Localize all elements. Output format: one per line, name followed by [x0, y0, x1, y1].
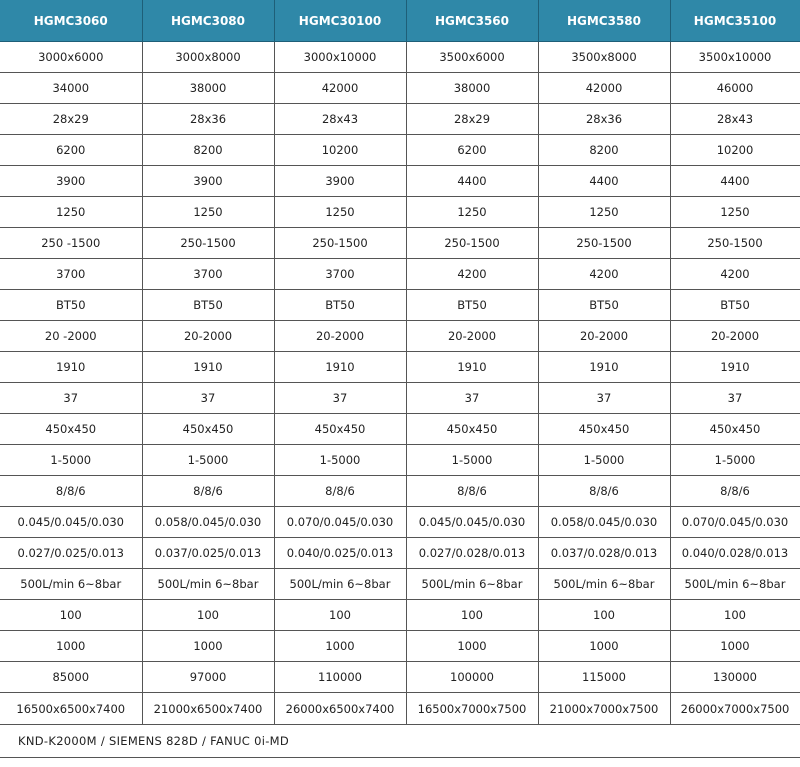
table-cell: 37	[538, 383, 670, 414]
table-cell: 1-5000	[142, 445, 274, 476]
table-cell: 0.058/0.045/0.030	[142, 507, 274, 538]
table-cell: BT50	[274, 290, 406, 321]
table-row	[0, 631, 800, 662]
table-cell: 38000	[142, 73, 274, 104]
table-cell: 42000	[274, 73, 406, 104]
table-cell: 1250	[274, 197, 406, 228]
table-cell: BT50	[670, 290, 800, 321]
table-cell: 500L/min 6~8bar	[0, 569, 142, 600]
table-row	[0, 352, 800, 383]
table-row	[0, 383, 800, 414]
table-cell: 37	[406, 383, 538, 414]
table-cell: 20-2000	[142, 321, 274, 352]
table-cell: 26000x6500x7400	[274, 693, 406, 725]
table-cell: 3500x8000	[538, 42, 670, 73]
table-row	[0, 259, 800, 290]
table-row	[0, 321, 800, 352]
table-cell: 6200	[406, 135, 538, 166]
table-row	[0, 42, 800, 73]
table-cell: 4400	[406, 166, 538, 197]
table-cell: 450x450	[538, 414, 670, 445]
table-cell: 1910	[0, 352, 142, 383]
table-cell: 500L/min 6~8bar	[274, 569, 406, 600]
spec-table-header	[0, 0, 800, 42]
table-row	[0, 569, 800, 600]
table-cell: 0.040/0.025/0.013	[274, 538, 406, 569]
table-cell: 450x450	[406, 414, 538, 445]
table-cell: 21000x6500x7400	[142, 693, 274, 725]
table-cell: 250-1500	[538, 228, 670, 259]
controller-options: KND-K2000M / SIEMENS 828D / FANUC 0i-MD	[0, 725, 800, 758]
table-cell: 8/8/6	[406, 476, 538, 507]
table-cell: 100	[274, 600, 406, 631]
table-row	[0, 538, 800, 569]
header-model: HGMC3560	[406, 0, 538, 42]
table-cell: 250-1500	[274, 228, 406, 259]
table-cell: 1250	[142, 197, 274, 228]
table-row	[0, 414, 800, 445]
table-cell: 250-1500	[670, 228, 800, 259]
table-cell: 16500x7000x7500	[406, 693, 538, 725]
table-row	[0, 166, 800, 197]
table-cell: 21000x7000x7500	[538, 693, 670, 725]
table-cell: 97000	[142, 662, 274, 693]
table-cell: 37	[142, 383, 274, 414]
table-cell: 500L/min 6~8bar	[406, 569, 538, 600]
table-cell: 8200	[142, 135, 274, 166]
table-cell: 1910	[538, 352, 670, 383]
table-cell: 28x36	[142, 104, 274, 135]
table-cell: 250-1500	[142, 228, 274, 259]
table-cell: 8/8/6	[538, 476, 670, 507]
table-cell: 0.027/0.028/0.013	[406, 538, 538, 569]
table-cell: 1910	[142, 352, 274, 383]
table-row	[0, 662, 800, 693]
table-cell: 3000x10000	[274, 42, 406, 73]
table-cell: 1000	[142, 631, 274, 662]
table-cell: 450x450	[274, 414, 406, 445]
header-model: HGMC35100	[670, 0, 800, 42]
table-cell: BT50	[538, 290, 670, 321]
table-cell: 20-2000	[670, 321, 800, 352]
table-cell: 20 -2000	[0, 321, 142, 352]
table-cell: 3700	[274, 259, 406, 290]
table-cell: 1250	[406, 197, 538, 228]
table-cell: 0.045/0.045/0.030	[406, 507, 538, 538]
table-cell: 250-1500	[406, 228, 538, 259]
table-cell: 3700	[0, 259, 142, 290]
table-row	[0, 693, 800, 725]
table-row	[0, 197, 800, 228]
table-cell: 1-5000	[274, 445, 406, 476]
table-cell: 3900	[142, 166, 274, 197]
table-cell: 110000	[274, 662, 406, 693]
table-cell: 1250	[670, 197, 800, 228]
table-cell: 1000	[538, 631, 670, 662]
table-cell: 20-2000	[406, 321, 538, 352]
table-cell: 0.040/0.028/0.013	[670, 538, 800, 569]
table-cell: 6200	[0, 135, 142, 166]
table-cell: 100000	[406, 662, 538, 693]
table-cell: 4200	[670, 259, 800, 290]
table-cell: 85000	[0, 662, 142, 693]
table-cell: 4200	[406, 259, 538, 290]
table-cell: 8/8/6	[142, 476, 274, 507]
header-model: HGMC30100	[274, 0, 406, 42]
table-row	[0, 507, 800, 538]
spec-table-body	[0, 42, 800, 725]
table-cell: 1000	[670, 631, 800, 662]
header-model: HGMC3580	[538, 0, 670, 42]
table-cell: 0.070/0.045/0.030	[670, 507, 800, 538]
table-cell: 28x36	[538, 104, 670, 135]
table-cell: 1910	[670, 352, 800, 383]
table-cell: 100	[538, 600, 670, 631]
table-cell: 8200	[538, 135, 670, 166]
table-cell: 250 -1500	[0, 228, 142, 259]
table-row	[0, 135, 800, 166]
table-cell: 450x450	[670, 414, 800, 445]
table-cell: 3700	[142, 259, 274, 290]
table-row	[0, 600, 800, 631]
table-cell: 0.070/0.045/0.030	[274, 507, 406, 538]
table-cell: 500L/min 6~8bar	[670, 569, 800, 600]
table-cell: 100	[406, 600, 538, 631]
table-cell: 28x43	[670, 104, 800, 135]
table-cell: 20-2000	[538, 321, 670, 352]
table-cell: 100	[0, 600, 142, 631]
table-cell: 1910	[274, 352, 406, 383]
header-model: HGMC3060	[0, 0, 142, 42]
table-cell: 37	[0, 383, 142, 414]
table-row	[0, 445, 800, 476]
table-cell: 100	[142, 600, 274, 631]
table-row	[0, 290, 800, 321]
table-row	[0, 228, 800, 259]
table-cell: 28x29	[0, 104, 142, 135]
table-cell: 3900	[0, 166, 142, 197]
table-cell: 100	[670, 600, 800, 631]
table-cell: 450x450	[0, 414, 142, 445]
table-cell: 1250	[538, 197, 670, 228]
table-cell: 8/8/6	[274, 476, 406, 507]
table-cell: 4400	[670, 166, 800, 197]
table-cell: 3900	[274, 166, 406, 197]
table-cell: 28x43	[274, 104, 406, 135]
table-cell: 3500x10000	[670, 42, 800, 73]
table-cell: 38000	[406, 73, 538, 104]
table-cell: 0.058/0.045/0.030	[538, 507, 670, 538]
table-cell: 1000	[274, 631, 406, 662]
table-cell: 0.037/0.025/0.013	[142, 538, 274, 569]
table-cell: 3000x6000	[0, 42, 142, 73]
table-cell: 450x450	[142, 414, 274, 445]
table-cell: 42000	[538, 73, 670, 104]
table-cell: BT50	[142, 290, 274, 321]
table-cell: 1000	[0, 631, 142, 662]
table-cell: 3500x6000	[406, 42, 538, 73]
table-cell: 26000x7000x7500	[670, 693, 800, 725]
table-cell: 1-5000	[538, 445, 670, 476]
table-cell: 1-5000	[406, 445, 538, 476]
table-cell: 8/8/6	[670, 476, 800, 507]
header-row	[0, 0, 800, 42]
table-cell: 16500x6500x7400	[0, 693, 142, 725]
table-cell: 1-5000	[0, 445, 142, 476]
table-cell: 3000x8000	[142, 42, 274, 73]
table-cell: BT50	[0, 290, 142, 321]
table-cell: 20-2000	[274, 321, 406, 352]
table-row	[0, 73, 800, 104]
table-cell: 115000	[538, 662, 670, 693]
table-cell: 28x29	[406, 104, 538, 135]
table-cell: 1910	[406, 352, 538, 383]
table-cell: 37	[274, 383, 406, 414]
table-cell: 10200	[670, 135, 800, 166]
table-row	[0, 104, 800, 135]
table-row	[0, 476, 800, 507]
table-cell: 0.037/0.028/0.013	[538, 538, 670, 569]
table-cell: 37	[670, 383, 800, 414]
table-cell: 34000	[0, 73, 142, 104]
table-cell: 1250	[0, 197, 142, 228]
table-cell: 1-5000	[670, 445, 800, 476]
table-cell: 4200	[538, 259, 670, 290]
table-cell: 0.045/0.045/0.030	[0, 507, 142, 538]
table-cell: 1000	[406, 631, 538, 662]
table-cell: 500L/min 6~8bar	[142, 569, 274, 600]
table-cell: 500L/min 6~8bar	[538, 569, 670, 600]
table-cell: 46000	[670, 73, 800, 104]
table-cell: 0.027/0.025/0.013	[0, 538, 142, 569]
table-cell: 130000	[670, 662, 800, 693]
table-cell: 4400	[538, 166, 670, 197]
table-cell: 8/8/6	[0, 476, 142, 507]
table-cell: BT50	[406, 290, 538, 321]
table-cell: 10200	[274, 135, 406, 166]
header-model: HGMC3080	[142, 0, 274, 42]
